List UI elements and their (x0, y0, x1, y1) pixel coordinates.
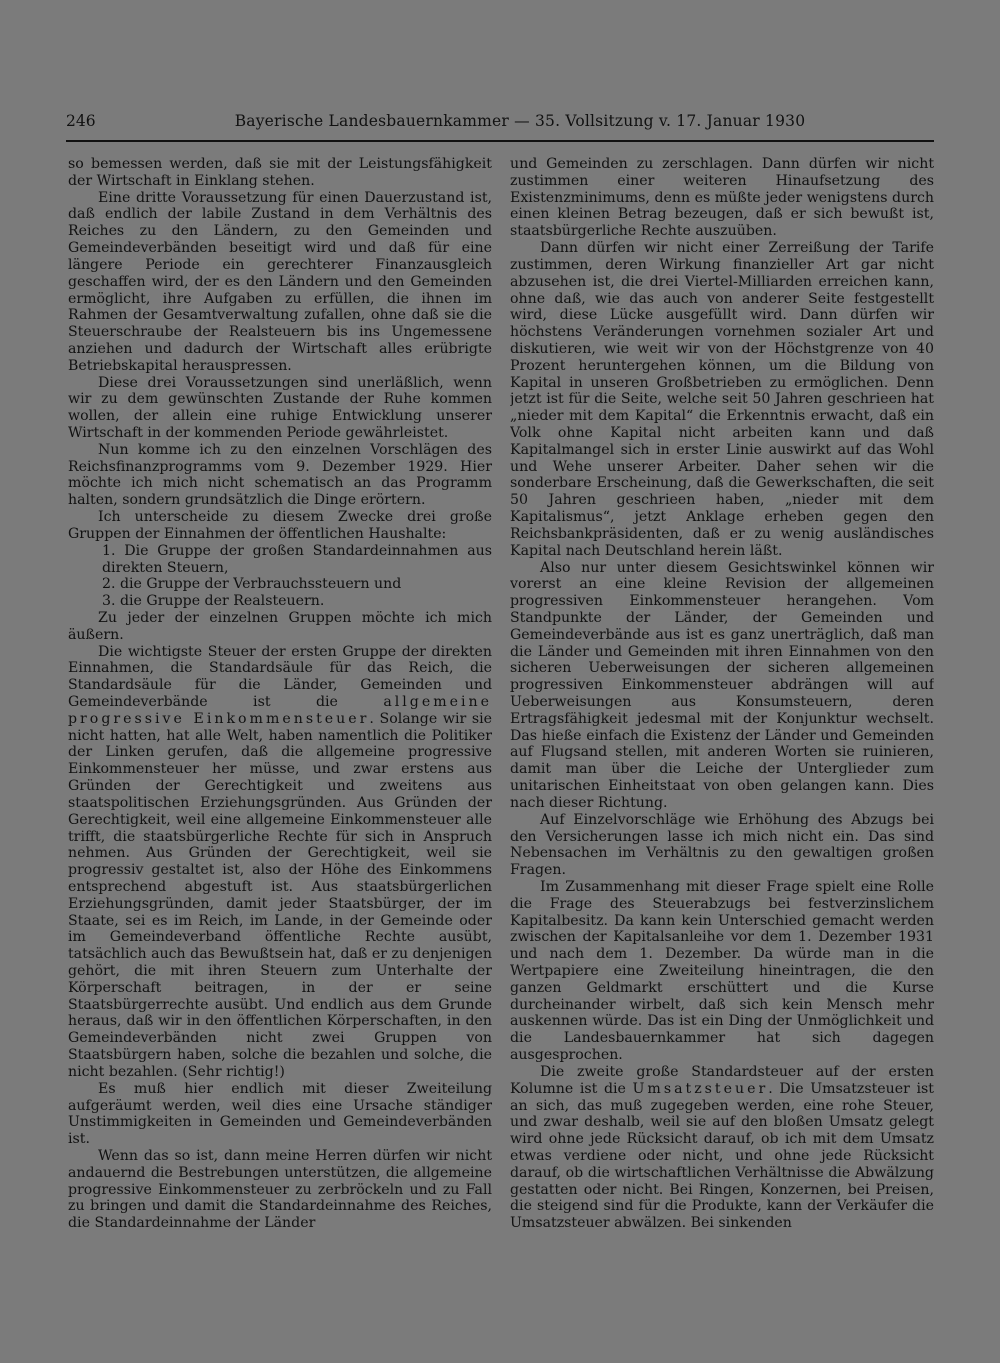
paragraph (68, 644, 492, 1081)
paragraph (510, 1064, 934, 1232)
page-number: 246 (66, 112, 96, 130)
running-title: Bayerische Landesbauernkammer — 35. Vollsitzung v. 17. Januar 1930 (234, 112, 806, 130)
paragraph: Es muß hier endlich mit dieser Zweiteilung aufgeräumt werden, weil dies eine Ursache ständiger Unstimmigkeiten in Gemeinden und Gemeindeverbänden ist. (68, 1080, 492, 1148)
paragraph: Also nur unter diesem Gesichtswinkel können wir vorerst an eine kleine Revision der allgemeinen progressiven Einkommensteuer herangehen. Vom Standpunkte der Länder, der Gemeinden und Gemeindeverbände aus ist es ganz unerträglich, daß man die Länder und Gemeinden mit ihren Einnahmen von den sicheren Ueberweisungen der sicheren allgemeinen progressiven Einkommensteuer abdrängen will auf Ueberweisungen aus Konsumsteuern, deren Ertragsfähigkeit jedesmal mit der Konjunktur wechselt. Das hieße einfach die Existenz der Länder und Gemeinden auf Flugsand stellen, mit anderen Worten sie ruinieren, damit man über die Leiche der Unterglieder zum unitarischen Einheitstaat von oben gelangen kann. Dies nach dieser Richtung. (510, 559, 934, 811)
paragraph: Dann dürfen wir nicht einer Zerreißung der Tarife zustimmen, deren Wirkung finanzieller Art gar nicht abzusehen ist, die drei Viertel-Milliarden erreichen kann, ohne daß, wie das auch von anderer Seite festgestellt wird, diese Lücke ausgefüllt wird. Dann dürfen wir höchstens Veränderungen vornehmen sozialer Art und diskutieren, wie weit wir von der Höchstgrenze von 40 Prozent heruntergehen können, um die Bildung von Kapital in unseren Großbetrieben zu ermöglichen. Denn jetzt ist für die Seite, welche seit 50 Jahren geschrieen hat „nieder mit dem Kapital“ die Erkenntnis erwacht, daß ein Volk ohne Kapital nicht arbeiten kann und daß Kapitalmangel sich in erster Linie auswirkt auf das Wohl und Wehe unserer Arbeiter. Daher sehen wir die sonderbare Erscheinung, daß die Gewerkschaften, die seit 50 Jahren geschrieen haben, „nieder mit dem Kapitalismus“, jetzt Anklage erheben gegen den Reichsbankpräsidenten, daß er zu wenig ausländisches Kapital nach Deutschland herein läßt. (510, 240, 934, 559)
paragraph: und Gemeinden zu zerschlagen. Dann dürfen wir nicht zustimmen einer weiteren Hinaufsetzung des Existenzminimums, denn es müßte jeder wenigstens durch einen kleinen Betrag bezeugen, daß er sich bewußt ist, staatsbürgerliche Rechte auszuüben. (510, 156, 934, 240)
text-run: . Die Umsatzsteuer ist an sich, das muß zugegeben werden, eine rohe Steuer, und zwar deshalb, weil sie auf den bloßen Umsatz gelegt wird ohne jede Rücksicht darauf, ob ich mit dem Umsatz etwas verdiene oder nicht, und ohne jede Rücksicht darauf, ob die wirtschaftlichen Verhältnisse die Abwälzung gestatten oder nicht. Bei Ringen, Konzernen, bei Preisen, die steigend sind für die Produkte, kann der Verkäufer die Umsatzsteuer abwälzen. Bei sinkenden (510, 1080, 934, 1232)
paragraph: Diese drei Voraussetzungen sind unerläßlich, wenn wir zu dem gewünschten Zustande der Ruhe kommen wollen, der allein eine ruhige Entwicklung unserer Wirtschaft in der kommenden Periode gewährleistet. (68, 374, 492, 441)
paragraph: Auf Einzelvorschläge wie Erhöhung des Abzugs bei den Versicherungen lasse ich mich nicht ein. Das sind Nebensachen im Verhältnis zu den gewaltigen großen Fragen. (510, 811, 934, 879)
text-run: Die zweite große Standardsteuer auf der ersten Kolumne ist die (510, 1063, 934, 1097)
list-item: 1. Die Gruppe der großen Standardeinnahmen aus direkten Steuern, (102, 542, 492, 576)
right-column (510, 156, 934, 1236)
list-item: 3. die Gruppe der Realsteuern. (102, 593, 325, 610)
text-run: . Solange wir sie nicht hatten, hat alle Welt, haben namentlich die Politiker der Linken gerufen, daß die allgemeine progressive Einkommensteuer her müsse, und zwar erstens aus Gründen der Gerechtigkeit und zweitens aus staatspolitischen Erziehungsgründen. Aus Gründen der Gerechtigkeit, weil eine allgemeine Einkommensteuer alle trifft, die staatsbürgerliche Rechte für sich in Anspruch nehmen. Aus Gründen der Gerechtigkeit, weil sie progressiv gestaltet ist, also der Höhe des Einkommens entsprechend abgestuft ist. Aus staatsbürgerlichen Erziehungsgründen, damit jeder Staatsbürger, der im Staate, sei es im Reich, im Lande, in der Gemeinde oder im Gemeindeverband öffentliche Rechte ausübt, tatsächlich auch das Bewußtsein hat, daß er zu denjenigen gehört, die mit ihren Steuern zum Unterhalte der Körperschaft beitragen, in der er seine Staatsbürgerrechte ausübt. Und endlich aus dem Grunde heraus, daß wir in den öffentlichen Körperschaften, in den Gemeindeverbänden nicht zwei Gruppen von Staatsbürgern haben, solche die bezahlen und solche, die nicht bezahlen. (Sehr richtig!) (68, 710, 492, 1080)
emphasized-term: allgemeine progressive Einkommensteuer (68, 694, 492, 727)
paragraph: Nun komme ich zu den einzelnen Vorschlägen des Reichsfinanzprogramms vom 9. Dezember 1929. Hier möchte ich mich nicht schematisch an das Programm halten, sondern grundsätzlich die Dinge erörtern. (68, 441, 492, 509)
paragraph: Zu jeder der einzelnen Gruppen möchte ich mich äußern. (68, 609, 492, 643)
paragraph: Eine dritte Voraussetzung für einen Dauerzustand ist, daß endlich der labile Zustand in dem Verhältnis des Reiches zu den Ländern, zu den Gemeinden und Gemeindeverbänden beseitigt wird und daß für eine längere Periode ein gerechterer Finanzausgleich geschaffen wird, der es den Ländern und den Gemeinden ermöglicht, ihre Aufgaben zu erfüllen, die ihnen im Rahmen der Gesamtverwaltung zufallen, ohne daß sie die Steuerschraube der Realsteuern bis ins Ungemessene anziehen und dadurch der Wirtschaft alles erübrigte Betriebskapital herauspressen. (68, 189, 492, 374)
paragraph: Im Zusammenhang mit dieser Frage spielt eine Rolle die Frage des Steuerabzugs bei festverzinslichem Kapitalbesitz. Da kann kein Unterschied gemacht werden zwischen der Kapitalsanleihe vor dem 1. Dezember 1931 und nach dem 1. Dezember. Da würde man in die Wertpapiere eine Zweiteilung hineintragen, die den ganzen Geldmarkt erschüttert und die Kurse durcheinander wirbelt, daß sich kein Mensch mehr auskennen würde. Das ist ein Ding der Unmöglichkeit und die Landesbauernkammer hat sich dagegen ausgesprochen. (510, 878, 934, 1064)
list-item: 2. die Gruppe der Verbrauchssteuern und (102, 576, 402, 593)
header-rule (66, 140, 934, 142)
emphasized-term: Umsatzsteuer (632, 1080, 769, 1097)
page-header (66, 112, 934, 138)
paragraph: so bemessen werden, daß sie mit der Leistungsfähigkeit der Wirtschaft in Einklang stehen. (68, 156, 492, 189)
text-run: Die wichtigste Steuer der ersten Gruppe der direkten Einnahmen, die Standardsäule für das Reich, die Standardsäule für die Länder, Gemeinden und Gemeindeverbände ist die (68, 643, 492, 710)
left-column (68, 156, 492, 1236)
paragraph: Ich unterscheide zu diesem Zwecke drei große Gruppen der Einnahmen der öffentlichen Haushalte: (68, 509, 492, 542)
paragraph: Wenn das so ist, dann meine Herren dürfen wir nicht andauernd die Bestrebungen unterstützen, die allgemeine progressive Einkommensteuer zu zerbröckeln und zu Fall zu bringen und damit die Standardeinnahme des Reiches, die Standardeinnahme der Länder (68, 1147, 492, 1232)
